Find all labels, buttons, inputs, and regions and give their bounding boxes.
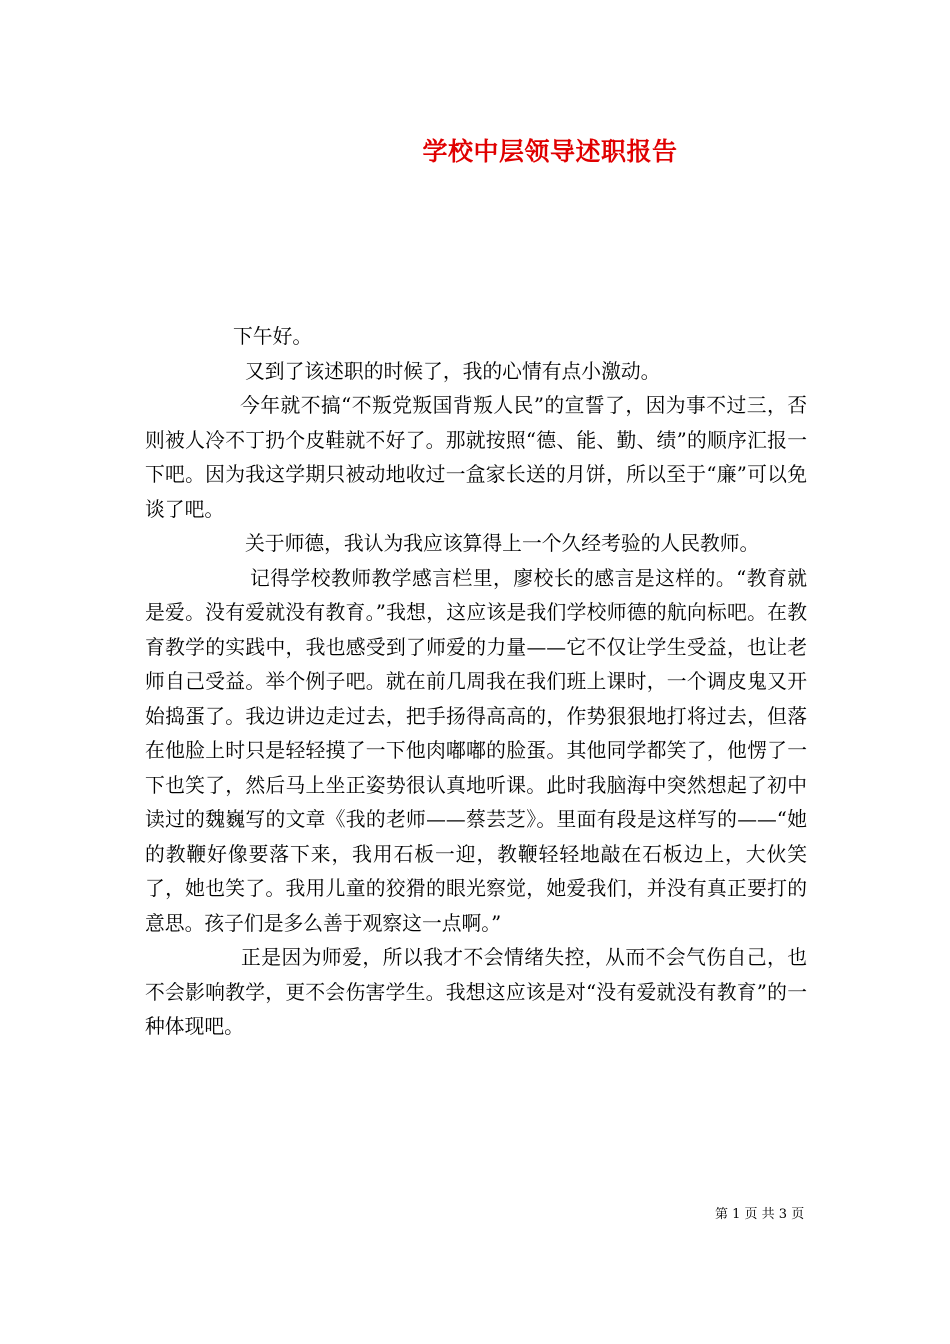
paragraph-greeting: 下午好。 [233, 325, 313, 348]
paragraph-opening: 又到了该述职的时候了，我的心情有点小激动。 [245, 359, 661, 383]
paragraph-conclusion: 正是因为师爱，所以我才不会情绪失控，从而不会气伤自己，也不会影响教学，更不会伤害学生。我想这应该是对“没有爱就没有教育”的一种体现吧。 [145, 946, 807, 1038]
paragraph-story: 记得学校教师教学感言栏里，廖校长的感言是这样的。“教育就是爱。没有爱就没有教育。”我想，这应该是我们学校师德的航向标吧。在教育教学的实践中，我也感受到了师爱的力量——它不仅让学生受益，也让老师自己受益。举个例子吧。就在前几周我在我们班上课时，一个调皮鬼又开始捣蛋了。我边讲边走过去，把手扬得高高的，作势狠狠地打将过去，但落在他脸上时只是轻轻摸了一下他肉嘟嘟的脸蛋。其他同学都笑了，他愣了一下也笑了，然后马上坐正姿势很认真地听课。此时我脑海中突然想起了初中读过的魏巍写的文章《我的老师——蔡芸芝》。里面有段是这样写的——“她的教鞭好像要落下来，我用石板一迎，教鞭轻轻地敲在石板边上，大伙笑了，她也笑了。我用儿童的狡猾的眼光察觉，她爱我们，并没有真正要打的意思。孩子们是多么善于观察这一点啊。” [145, 566, 807, 935]
page-title: 学校中层领导述职报告 [422, 137, 678, 166]
paragraph-ethics: 关于师德，我认为我应该算得上一个久经考验的人民教师。 [245, 532, 760, 555]
document-body [145, 320, 807, 1045]
paragraph-oath: 今年就不搞“不叛党叛国背叛人民”的宣誓了，因为事不过三，否则被人冷不丁扔个皮鞋就不好了。那就按照“德、能、勤、绩”的顺序汇报一下吧。因为我这学期只被动地收过一盒家长送的月饼，所以至于“廉”可以免谈了吧。 [145, 394, 807, 521]
page-footer: 第 1 页 共 3 页 [715, 1207, 805, 1222]
